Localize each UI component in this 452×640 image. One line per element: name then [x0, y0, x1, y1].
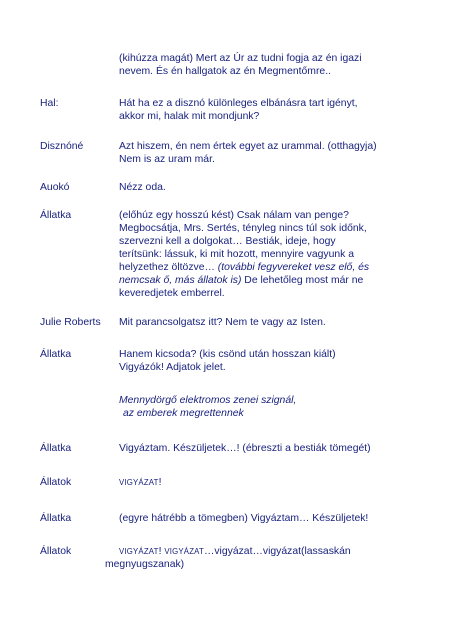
text-line: megnyugszanak) [105, 559, 185, 570]
dialogue-text [119, 181, 419, 194]
stage-direction-block [119, 394, 296, 420]
text-line: keveredjetek emberrel. [119, 288, 225, 299]
stage-direction: nemcsak ő, más állatok is) [119, 275, 242, 286]
text-plain: …vigyázat…vigyázat(lassaskán [203, 546, 351, 557]
text-line: szervezni kell a dolgokat… Bestiák, ideje, hogy [119, 236, 336, 247]
speaker-name: Auokó [40, 182, 70, 193]
text-plain: De lehetőleg most már ne [241, 275, 364, 286]
dialogue-text [119, 512, 419, 525]
dialogue-text [119, 476, 419, 489]
dialogue-text [119, 545, 419, 558]
text-plain: ! [158, 477, 162, 488]
small-caps-word: VIGYÁZAT [164, 547, 204, 556]
text-line: Mit parancsolgatsz itt? Nem te vagy az Isten. [119, 317, 326, 328]
dialogue-text-wrap [105, 558, 184, 571]
text-line: nevem. És én hallgatok az én Megmentőmre.. [119, 66, 331, 77]
text-line: Vigyázók! Adjatok jelet. [119, 362, 226, 373]
dialogue-text [119, 52, 419, 78]
stage-direction-line: az emberek megrettennek [123, 408, 244, 419]
text-line [119, 261, 419, 274]
small-caps-word: VIGYÁZAT [119, 478, 159, 487]
text-line: (kihúzza magát) Mert az Úr az tudni fogja az én igazi [119, 53, 362, 64]
speaker-name: Állatok [40, 477, 72, 488]
text-line: Vigyáztam. Készüljetek…! (ébreszti a bestiák tömegét) [119, 443, 371, 454]
text-line: Nem is az uram már. [119, 154, 215, 165]
dialogue-text [119, 140, 419, 166]
speaker-name: Állatka [40, 210, 72, 221]
speaker-name: Julie Roberts [40, 317, 101, 328]
speaker-name: Állatka [40, 513, 72, 524]
stage-direction: (további fegyvereket vesz elő, és [217, 262, 370, 273]
text-line: Megbocsátja, Mrs. Sertés, tényleg nincs túl sok időnk, [119, 223, 367, 234]
text-line: Azt hiszem, én nem értek egyet az urammal. (otthagyja) [119, 141, 377, 152]
text-line [119, 476, 419, 489]
text-plain: helyzethez öltözve… [119, 262, 218, 273]
text-plain: ! [158, 546, 165, 557]
text-line: akkor mi, halak mit mondjunk? [119, 111, 260, 122]
text-line: (egyre hátrébb a tömegben) Vigyáztam… Készüljetek! [119, 513, 369, 524]
speaker-name: Hal: [40, 98, 59, 109]
text-line: (előhúz egy hosszú kést) Csak nálam van penge? [119, 210, 349, 221]
stage-direction-line: Mennydörgő elektromos zenei szignál, [119, 395, 297, 406]
text-line: terítsünk: lássuk, ki mit hozott, mennyire vagyunk a [119, 249, 355, 260]
dialogue-text [119, 442, 419, 455]
text-line [119, 545, 419, 558]
dialogue-text [119, 348, 419, 374]
small-caps-word: VIGYÁZAT [119, 547, 159, 556]
dialogue-text [119, 209, 419, 300]
text-line [119, 274, 419, 287]
text-line: Hát ha ez a disznó különleges elbánásra tart igényt, [119, 98, 358, 109]
speaker-name: Állatka [40, 349, 72, 360]
speaker-name: Állatok [40, 546, 72, 557]
text-line: Nézz oda. [119, 182, 166, 193]
speaker-name: Disznóné [40, 141, 84, 152]
speaker-name: Állatka [40, 443, 72, 454]
dialogue-text [119, 316, 419, 329]
text-line: Hanem kicsoda? (kis csönd után hosszan kiált) [119, 349, 336, 360]
dialogue-text [119, 97, 419, 123]
